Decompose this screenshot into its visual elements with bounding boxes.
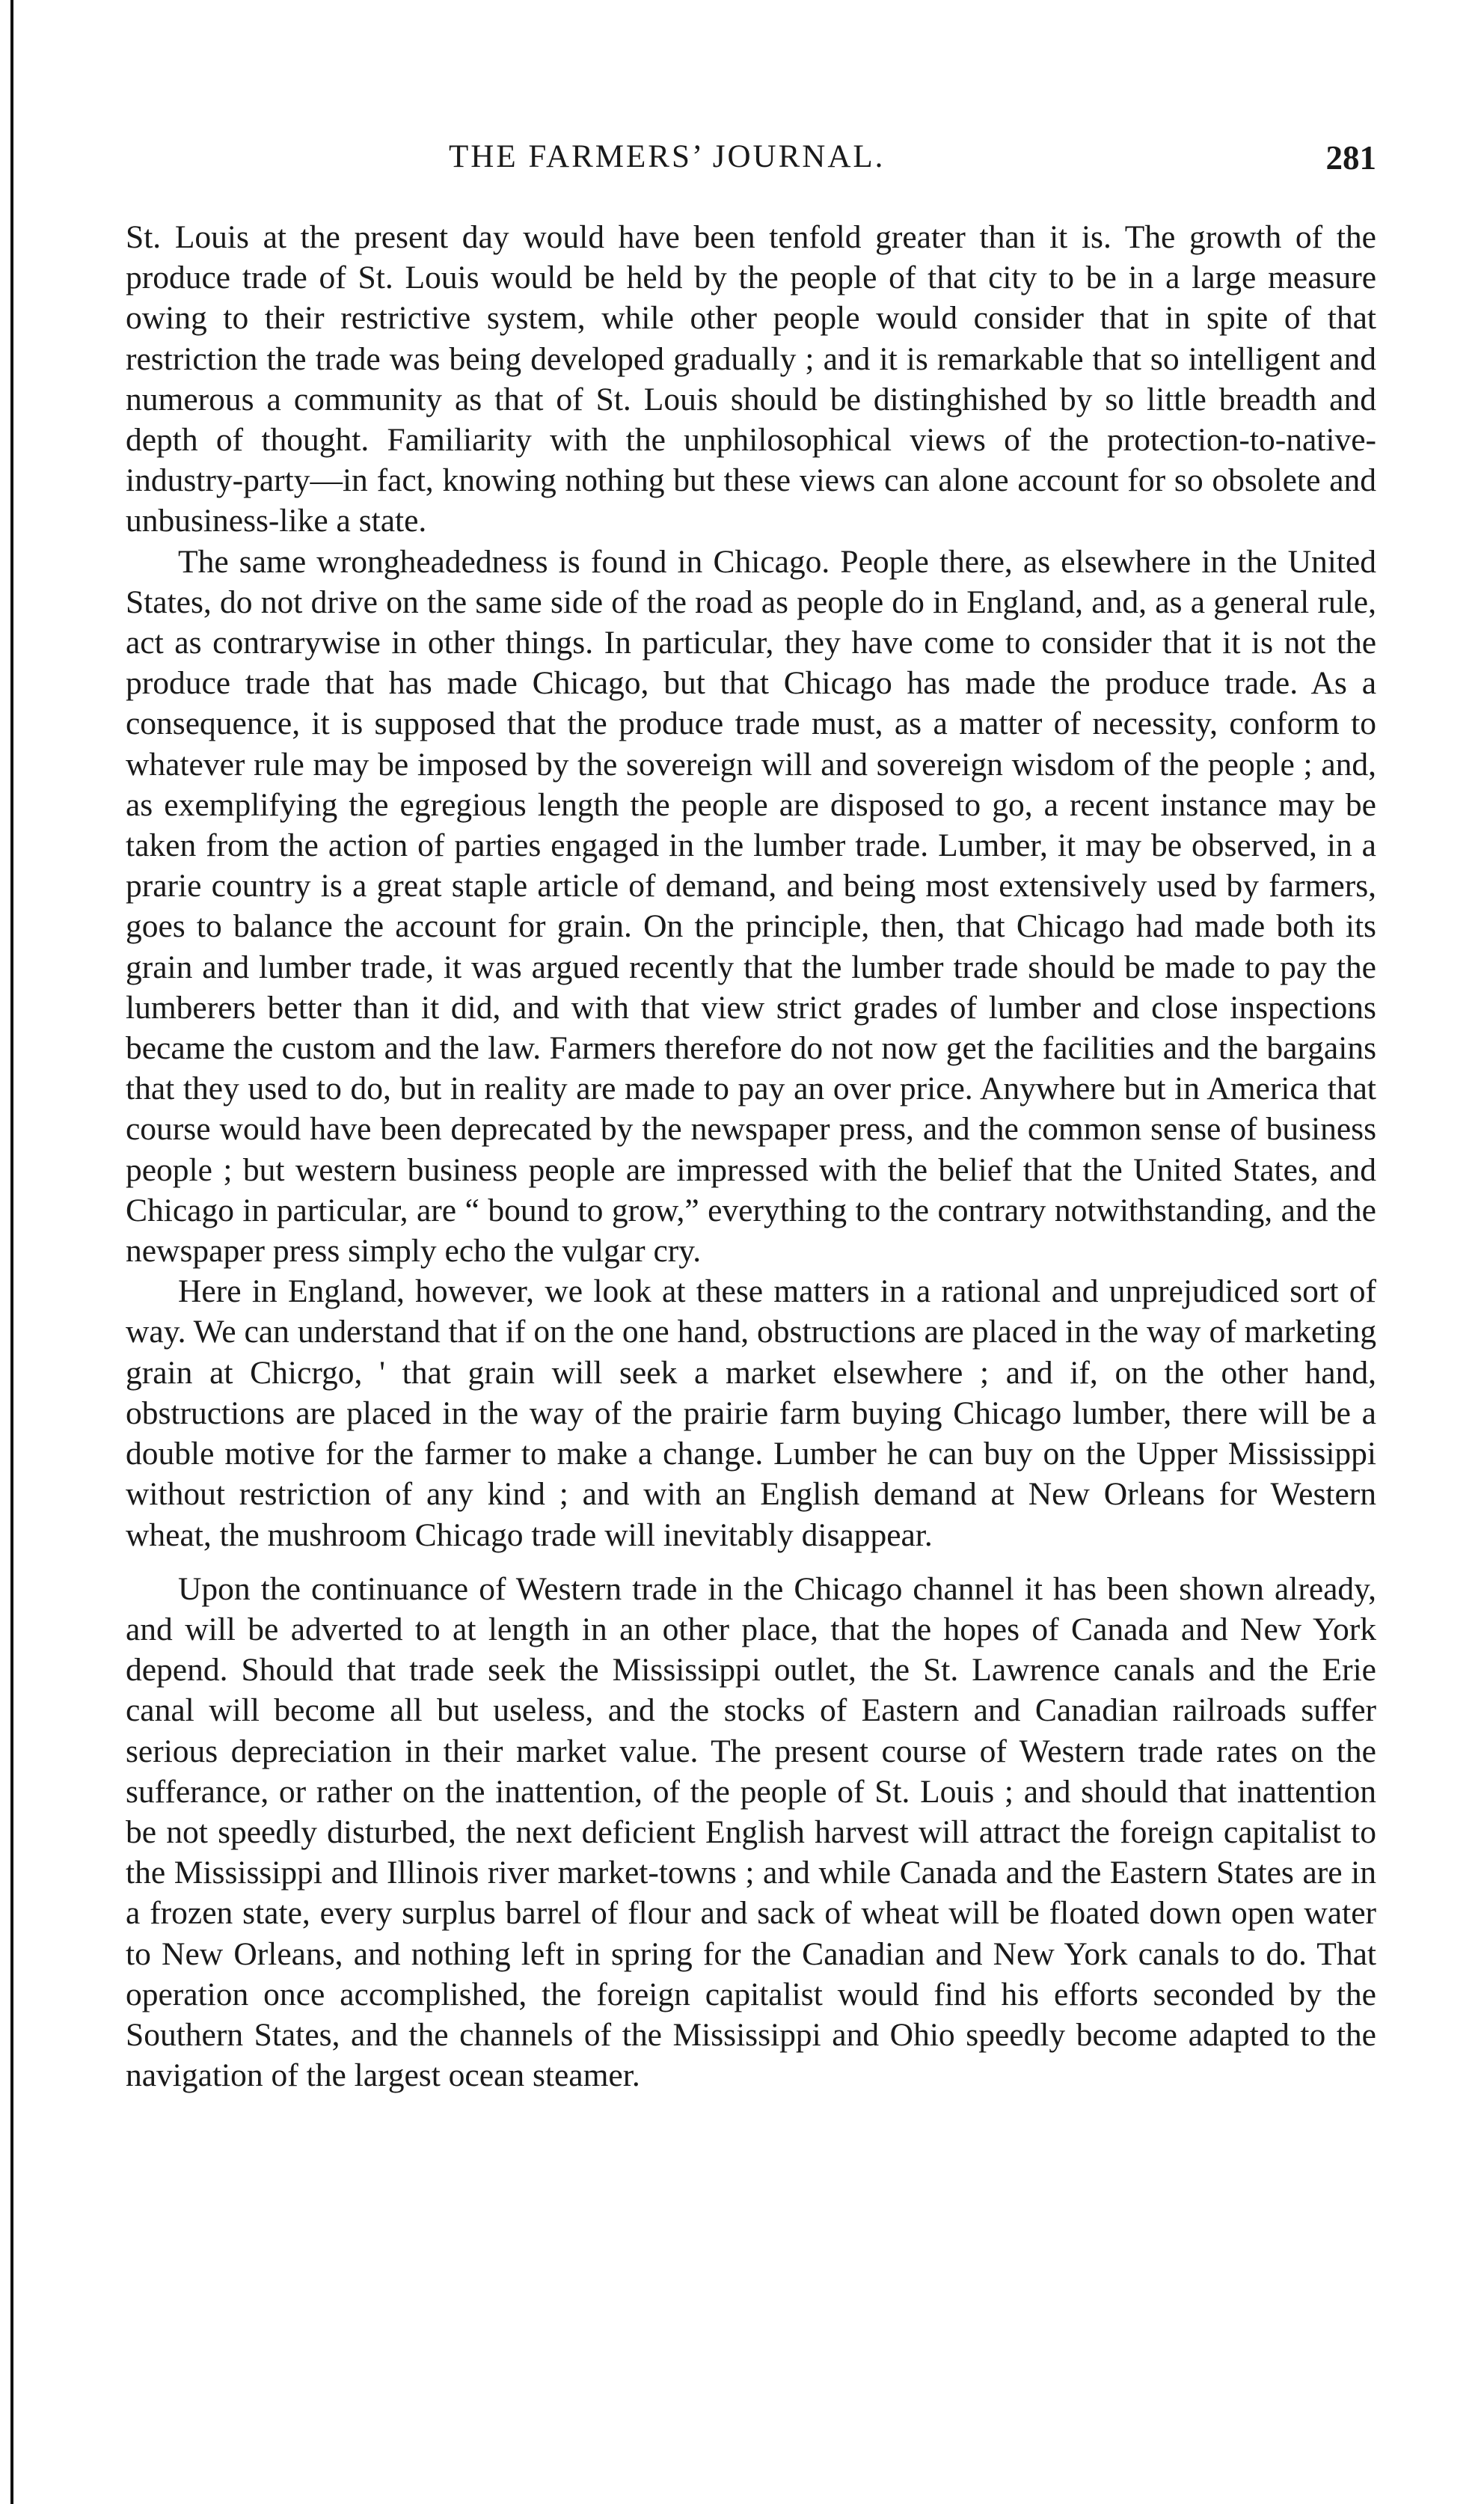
page-number: 281 <box>1325 139 1376 177</box>
paragraph-4: Upon the continuance of Western trade in the Chicago channel it has been shown already, and will be adverted to at length in an other place, that the hopes of Canada and New York depend. Should that trade seek the Mississippi outlet, the St. Lawrence canals and the Erie canal will become all but useless, and the stocks of Eastern and Canadian railroads suffer serious depreciation in their market value. The present course of Western trade rates on the sufferance, or rather on the inattention, of the people of St. Louis ; and should that inattention be not speedly disturbed, the next deficient English harvest will attract the foreign capitalist to the Mississippi and Illinois river market-towns ; and while Canada and the Eastern States are in a frozen state, every surplus barrel of flour and sack of wheat will be floated down open water to New Orleans, and nothing left in spring for the Canadian and New York canals to do. That operation once accomplished, the foreign capitalist would find his efforts seconded by the Southern States, and the channels of the Mississippi and Ohio speedly become adapted to the navigation of the largest ocean steamer. <box>126 1570 1376 2094</box>
paragraph-2: The same wrongheadedness is found in Chicago. People there, as elsewhere in the United States, do not drive on the same side of the road as people do in England, and, as a general rule, act as contrarywise in other things. In particular, they have come to consider that it is not the produce trade that has made Chicago, but that Chicago has made the produce trade. As a consequence, it is supposed that the produce trade must, as a matter of necessity, conform to whatever rule may be imposed by the sovereign will and sovereign wisdom of the people ; and, as exemplifying the egregious length the people are disposed to go, a recent instance may be taken from the action of parties engaged in the lumber trade. Lumber, it may be observed, in a prarie country is a great staple article of demand, and being most extensively used by farmers, goes to balance the account for grain. On the principle, then, that Chicago had made both its grain and lumber trade, it was argued recently that the lumber trade should be made to pay the lumberers better than it did, and with that view strict grades of lumber and close inspections became the custom and the law. Farmers therefore do not now get the facilities and the bargains that they used to do, but in reality are made to pay an over price. Anywhere but in America that course would have been deprecated by the newspaper press, and the common sense of business people ; but western business people are impressed with the belief that the United States, and Chicago in particular, are “ bound to grow,” everything to the contrary notwithstanding, and the newspaper press simply echo the vulgar cry. <box>126 543 1376 1270</box>
page-binding-rule <box>10 0 13 2504</box>
running-title: THE FARMERS’ JOURNAL. <box>449 139 886 174</box>
page-header <box>127 138 1376 191</box>
paragraph-3: Here in England, however, we look at these matters in a rational and unprejudiced sort of way. We can understand that if on the one hand, obstructions are placed in the way of marketing grain at Chicrgo, ' that grain will seek a market elsewhere ; and if, on the other hand, obstructions are placed in the way of the prairie farm buying Chicago lumber, there will be a double motive for the farmer to make a change. Lumber he can buy on the Upper Mississippi without restriction of any kind ; and with an English demand at New Orleans for Western wheat, the mushroom Chicago trade will inevitably disappear. <box>126 1273 1376 1553</box>
article-body <box>126 217 1376 2096</box>
paragraph-1: St. Louis at the present day would have been tenfold greater than it is. The growth of the produce trade of St. Louis would be held by the people of that city to be in a large measure owing to their restrictive system, while other people would consider that in spite of that restriction the trade was being developed gradually ; and it is remarkable that so intelligent and numerous a community as that of St. Louis should be distinghished by so little breadth and depth of thought. Familiarity with the unphilosophical views of the protection-to-native-industry-party—in fact, knowing nothing but these views can alone account for so obsolete and unbusiness-like a state. <box>126 219 1376 539</box>
